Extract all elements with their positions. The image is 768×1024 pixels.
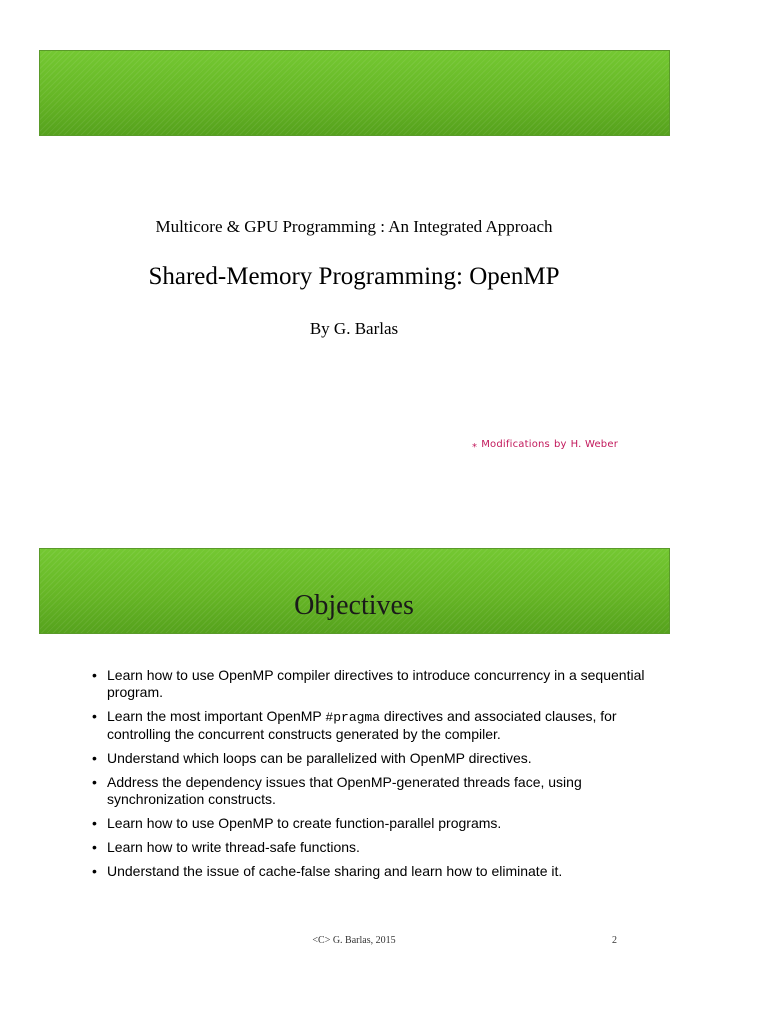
author-line: By G. Barlas bbox=[309, 319, 399, 338]
bullet-icon: • bbox=[92, 774, 97, 790]
bullet-icon: • bbox=[92, 839, 97, 855]
objective-item bbox=[91, 815, 651, 832]
objective-text: Learn how to use OpenMP compiler directives to introduce concurrency in a sequential program. bbox=[107, 667, 645, 700]
bullet-icon: • bbox=[92, 815, 97, 831]
title-banner bbox=[39, 50, 670, 136]
bullet-icon: • bbox=[92, 863, 97, 879]
objective-item bbox=[91, 774, 651, 808]
objective-text: Address the dependency issues that OpenMP-generated threads face, using synchronization constructs. bbox=[107, 774, 582, 807]
modification-by: by bbox=[553, 439, 567, 450]
objective-item bbox=[91, 863, 651, 880]
objectives-heading: Objectives bbox=[294, 590, 414, 621]
bullet-icon: • bbox=[92, 750, 97, 766]
footer-copyright: <C> G. Barlas, 2015 bbox=[312, 935, 396, 946]
page-number: 2 bbox=[612, 935, 617, 946]
objective-item bbox=[91, 667, 651, 701]
objective-text: directives and associated clauses, for controlling the concurrent constructs generated by the compiler. bbox=[107, 708, 617, 742]
bullet-icon: • bbox=[92, 708, 97, 724]
objective-text: Learn the most important OpenMP bbox=[107, 708, 326, 724]
objective-text: Understand which loops can be parallelized with OpenMP directives. bbox=[107, 750, 532, 766]
objectives-list bbox=[91, 667, 651, 887]
objective-item bbox=[91, 708, 651, 743]
asterisk-icon: ⁎ bbox=[472, 439, 478, 450]
objective-text: Learn how to write thread-safe functions. bbox=[107, 839, 360, 855]
slide-title: Shared-Memory Programming: OpenMP bbox=[148, 263, 560, 290]
objective-item bbox=[91, 750, 651, 767]
bullet-icon: • bbox=[92, 667, 97, 683]
modification-note bbox=[472, 439, 618, 450]
course-title: Multicore & GPU Programming : An Integrated Approach bbox=[155, 217, 553, 236]
modification-author: H. Weber bbox=[570, 439, 619, 450]
objective-item bbox=[91, 839, 651, 856]
modification-label: Modifications bbox=[481, 439, 550, 450]
objective-text: Understand the issue of cache-false sharing and learn how to eliminate it. bbox=[107, 863, 563, 879]
objective-text: Learn how to use OpenMP to create function-parallel programs. bbox=[107, 815, 502, 831]
pragma-code: #pragma bbox=[325, 710, 381, 725]
